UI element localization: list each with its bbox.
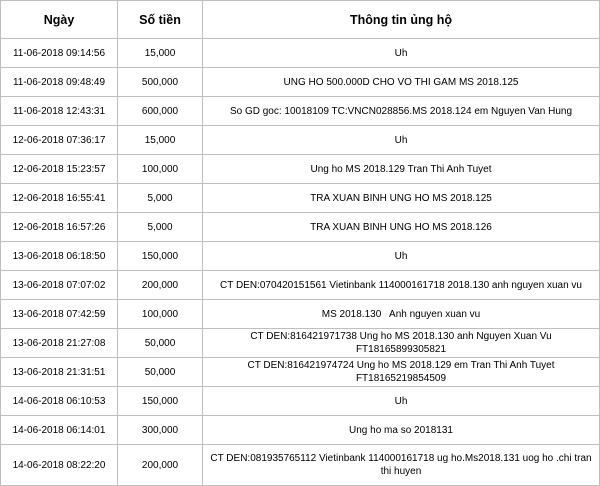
row-info: CT DEN:816421974724 Ung ho MS 2018.129 em Tran Thi Anh Tuyet FT18165219854509	[203, 358, 600, 387]
row-date: 13-06-2018 21:31:51	[1, 358, 118, 387]
header-info: Thông tin ủng hộ	[203, 1, 600, 39]
row-date: 14-06-2018 06:10:53	[1, 387, 118, 416]
row-date: 12-06-2018 15:23:57	[1, 155, 118, 184]
row-info: CT DEN:081935765112 Vietinbank 114000161718 ug ho.Ms2018.131 uog ho .chi tran thi huyen	[203, 445, 600, 486]
row-info: TRA XUAN BINH UNG HO MS 2018.126	[203, 213, 600, 242]
row-amount: 500,000	[118, 68, 203, 97]
row-info: MS 2018.130 Anh nguyen xuan vu	[203, 300, 600, 329]
row-amount: 600,000	[118, 97, 203, 126]
row-date: 12-06-2018 16:57:26	[1, 213, 118, 242]
table-row	[1, 68, 600, 97]
row-amount: 50,000	[118, 329, 203, 358]
table-row	[1, 242, 600, 271]
table-row	[1, 39, 600, 68]
row-date: 11-06-2018 12:43:31	[1, 97, 118, 126]
table-row	[1, 300, 600, 329]
row-amount: 5,000	[118, 213, 203, 242]
row-info: Ung ho ma so 2018131	[203, 416, 600, 445]
row-info: Uh	[203, 39, 600, 68]
row-date: 12-06-2018 07:36:17	[1, 126, 118, 155]
table-row	[1, 155, 600, 184]
header-amount: Số tiền	[118, 1, 203, 39]
table-row	[1, 213, 600, 242]
row-date: 13-06-2018 21:27:08	[1, 329, 118, 358]
row-date: 12-06-2018 16:55:41	[1, 184, 118, 213]
header-date: Ngày	[1, 1, 118, 39]
table-row	[1, 387, 600, 416]
row-amount: 50,000	[118, 358, 203, 387]
row-amount: 100,000	[118, 300, 203, 329]
row-amount: 200,000	[118, 271, 203, 300]
row-amount: 15,000	[118, 126, 203, 155]
table-row	[1, 329, 600, 358]
table-row	[1, 97, 600, 126]
table-row	[1, 445, 600, 486]
row-date: 13-06-2018 07:42:59	[1, 300, 118, 329]
row-amount: 300,000	[118, 416, 203, 445]
row-date: 14-06-2018 08:22:20	[1, 445, 118, 486]
row-info: CT DEN:816421971738 Ung ho MS 2018.130 anh Nguyen Xuan Vu FT18165899305821	[203, 329, 600, 358]
table-row	[1, 416, 600, 445]
row-info: UNG HO 500.000D CHO VO THI GAM MS 2018.125	[203, 68, 600, 97]
row-amount: 100,000	[118, 155, 203, 184]
row-amount: 150,000	[118, 242, 203, 271]
row-info: Uh	[203, 387, 600, 416]
row-amount: 150,000	[118, 387, 203, 416]
row-date: 11-06-2018 09:48:49	[1, 68, 118, 97]
row-amount: 200,000	[118, 445, 203, 486]
table-row	[1, 358, 600, 387]
row-amount: 5,000	[118, 184, 203, 213]
row-info: TRA XUAN BINH UNG HO MS 2018.125	[203, 184, 600, 213]
row-info: CT DEN:070420151561 Vietinbank 114000161718 2018.130 anh nguyen xuan vu	[203, 271, 600, 300]
row-date: 14-06-2018 06:14:01	[1, 416, 118, 445]
row-info: Uh	[203, 242, 600, 271]
row-date: 11-06-2018 09:14:56	[1, 39, 118, 68]
table-row	[1, 126, 600, 155]
row-info: Ung ho MS 2018.129 Tran Thi Anh Tuyet	[203, 155, 600, 184]
table-row	[1, 271, 600, 300]
row-info: So GD goc: 10018109 TC:VNCN028856.MS 2018.124 em Nguyen Van Hung	[203, 97, 600, 126]
table-row	[1, 184, 600, 213]
row-info: Uh	[203, 126, 600, 155]
table-header-row	[1, 1, 600, 39]
row-date: 13-06-2018 06:18:50	[1, 242, 118, 271]
row-amount: 15,000	[118, 39, 203, 68]
row-date: 13-06-2018 07:07:02	[1, 271, 118, 300]
